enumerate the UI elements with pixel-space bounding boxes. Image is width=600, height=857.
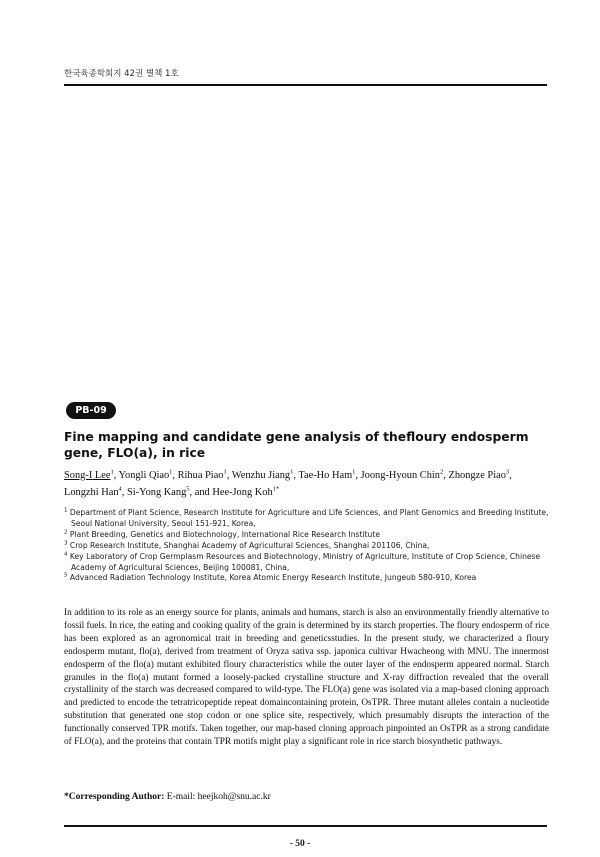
affiliation-text: Plant Breeding, Genetics and Biotechnology, International Rice Research Institute — [67, 529, 380, 539]
affiliation-item — [64, 552, 554, 574]
paper-title: Fine mapping and candidate gene analysis of thefloury endosperm gene, FLO(a), in rice — [64, 430, 529, 460]
author-affiliation-mark: 1 — [290, 468, 294, 476]
author-affiliation-mark: 1 — [352, 468, 356, 476]
journal-header: 한국육종학회지 42권 별책 1호 — [64, 69, 179, 79]
author — [64, 470, 114, 481]
top-rule — [64, 84, 547, 86]
affiliation-number: 5 — [64, 572, 68, 579]
affiliation-list — [64, 508, 554, 584]
author — [298, 470, 355, 481]
author-name: Rihua Piao — [177, 470, 224, 481]
affiliation-number: 2 — [64, 529, 68, 536]
affiliation-item — [64, 573, 554, 584]
affiliation-number: 4 — [64, 551, 68, 558]
corresponding-author — [64, 792, 271, 802]
author-affiliation-mark: 3 — [505, 468, 510, 476]
author-name: Si-Yong Kang — [127, 487, 187, 498]
author — [212, 487, 279, 498]
author-affiliation-mark: 1 — [169, 468, 173, 476]
author-name: Tae-Ho Ham — [298, 470, 353, 481]
affiliation-item — [64, 541, 554, 552]
author — [178, 470, 227, 481]
author — [64, 487, 122, 498]
abstract-body: In addition to its role as an energy source for plants, animals and humans, starch is also an environmentally friendly alternative to fossil fuels. In rice, the eating and cooking quality of the grain is determined by its starch properties. The floury endosperm of rice has been explored as an agronomical trait in breeding and geneticsstudies. In the present study, we characterized a floury endosperm mutant, flo(a), derived from treatment of Oryza sativa ssp. japonica cultivar Hwacheong with MNU. The innermost endosperm of the flo(a) mutant exhibited floury characteristics while the outer layer of the endosperm appeared normal. Starch granules in the flo(a) mutant formed a loosely-packed crystalline structure and X-ray diffraction revealed that the overall crystallinity of the starch was decreased compared to wild-type. The FLO(a) gene was isolated via a map-based cloning approach and predicted to encode the tetratricopeptide repeat domaincontaining protein, OsTPR. Three mutant alleles contain a nucleotide substitution that generated one stop codon or one splice site, respectively, which presumably disrupts the interaction of the functionally conserved TPR motifs. Taken together, our map-based cloning approach pinpointed an OsTPR as a strong candidate of FLO(a), and the proteins that contain TPR motifs might play a significant role in rice starch biosynthetic pathways. — [64, 608, 549, 748]
affiliation-text: Department of Plant Science, Research Institute for Agriculture and Life Sciences, and Plant Genomics and Breeding Institute, Seoul National University, Seoul 151-921, Korea, — [67, 508, 549, 528]
affiliation-number: 3 — [64, 540, 68, 547]
author-name: Hee-Jong Koh — [212, 487, 273, 498]
abstract-code-badge: PB-09 — [66, 402, 116, 419]
corresponding-label: *Corresponding Author: — [64, 792, 165, 802]
affiliation-item — [64, 530, 554, 541]
affiliation-text: Crop Research Institute, Shanghai Academy of Agricultural Sciences, Shanghai 201106, China, — [67, 540, 430, 550]
author — [361, 470, 444, 481]
author-affiliation-mark: 1* — [272, 485, 280, 493]
author — [127, 487, 190, 498]
author-affiliation-mark: 2 — [440, 468, 444, 476]
author-name: Zhongze Piao — [448, 470, 506, 481]
affiliation-text: Key Laboratory of Crop Germplasm Resources and Biotechnology, Ministry of Agriculture, Institute of Crop Science, Chinese Academy of Agricultural Sciences, Beijing 100081, China, — [67, 551, 541, 572]
author-affiliation-mark: 1 — [223, 468, 227, 476]
corresponding-email: E-mail: heejkoh@snu.ac.kr — [166, 792, 271, 802]
author-name: Wenzhu Jiang — [231, 470, 291, 481]
author-name: Joong-Hyoun Chin — [360, 470, 441, 481]
author-affiliation-mark: 1 — [110, 468, 114, 476]
author-affiliation-mark: 4 — [118, 485, 122, 493]
bottom-rule — [64, 825, 547, 827]
author-affiliation-mark: 5 — [186, 485, 190, 493]
author-list: Song-I Lee$^1$, Yongli Qiao$^1$, Rihua Piao$^1$, Wenzhu Jiang$^1$, Tae-Ho Ham$^1$, Joong-Hyoun Chin$^2$, Zhongze Piao$^3$, Longzhi Han$^4$, Si-Yong Kang$^5$, and Hee-Jong Koh$^{1*}$ — [64, 468, 512, 498]
author-name: Longzhi Han — [64, 487, 119, 498]
author-name: Yongli Qiao — [118, 470, 170, 481]
affiliation-number: 1 — [64, 507, 68, 514]
author — [119, 470, 173, 481]
affiliation-item — [64, 508, 554, 530]
page-number: - 50 - — [289, 839, 311, 849]
affiliation-text: Advanced Radiation Technology Institute, Korea Atomic Energy Research Institute, Jungeub 580-910, Korea — [67, 573, 477, 583]
author — [448, 470, 509, 481]
author — [232, 470, 294, 481]
author-name: Song-I Lee — [64, 470, 111, 481]
